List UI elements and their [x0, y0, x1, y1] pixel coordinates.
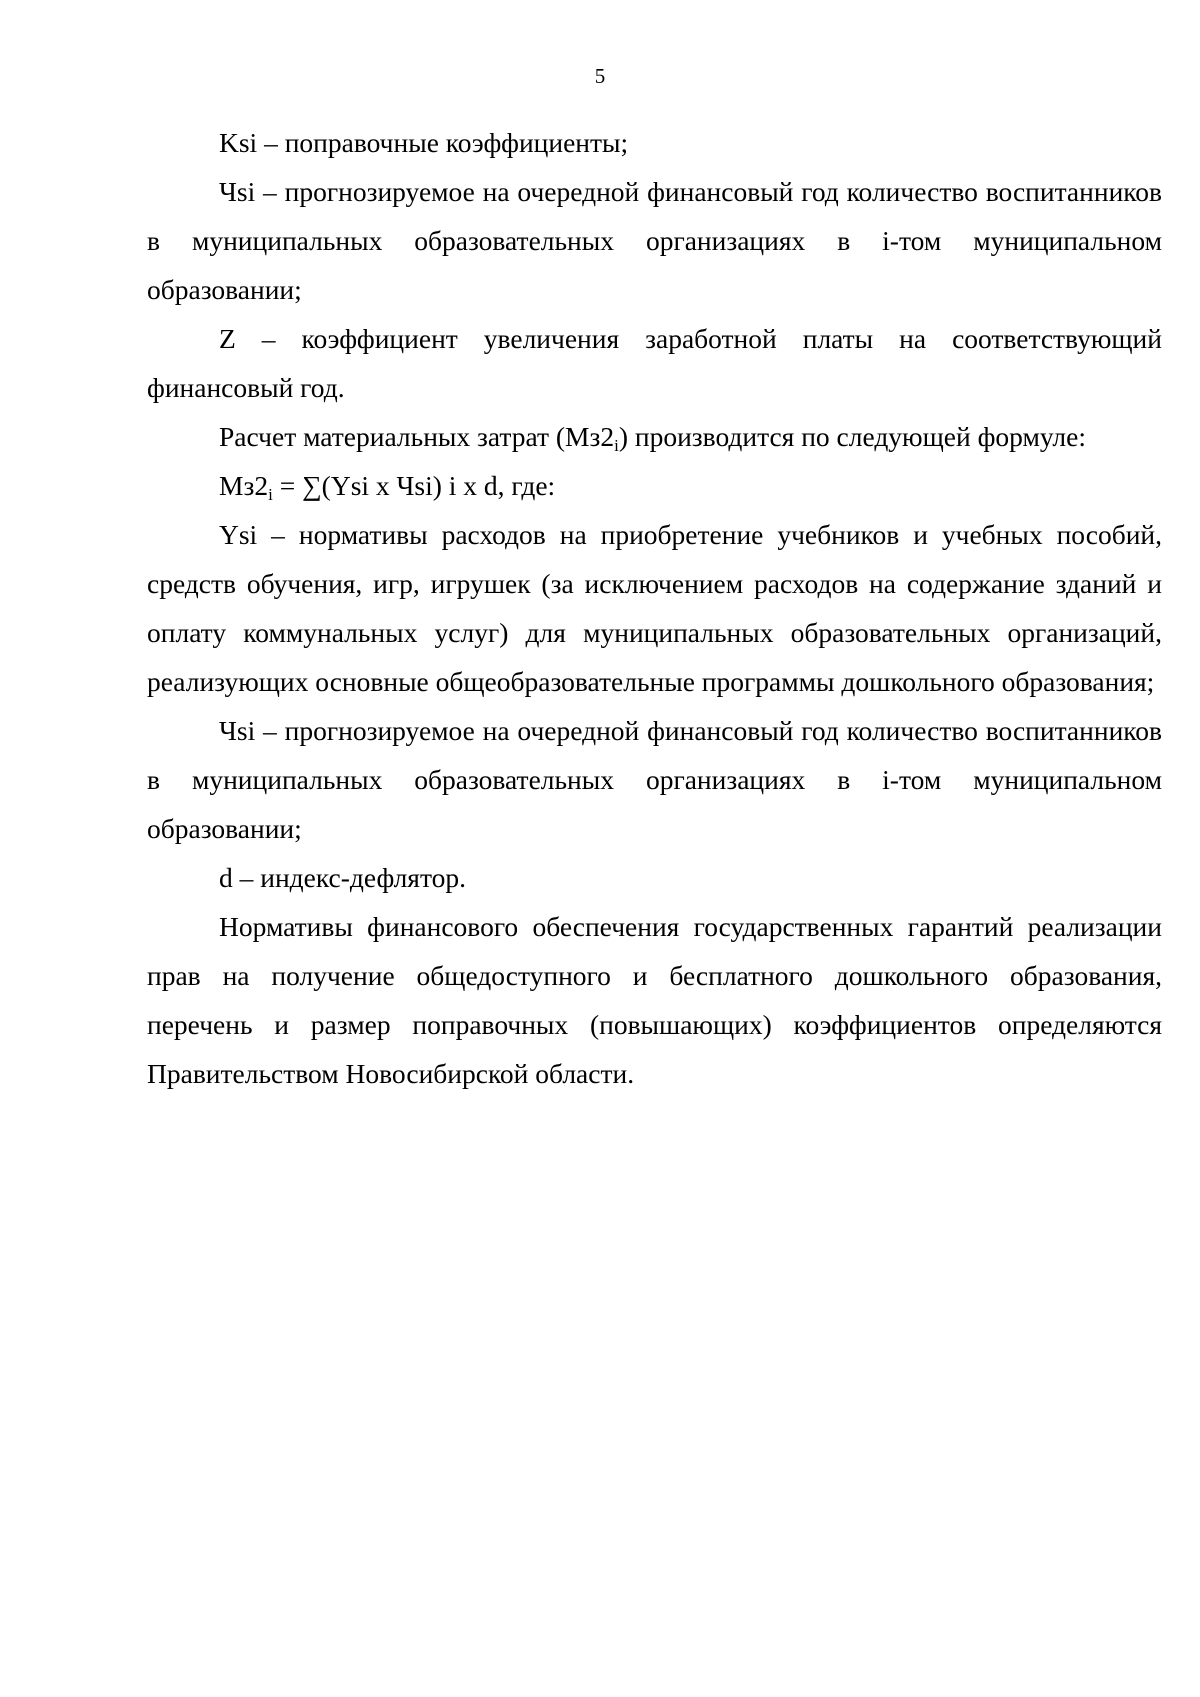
- paragraph-ysi-definition: Ysi – нормативы расходов на приобретение учебников и учебных пособий, средств обучения, игр, игрушек (за исключением расходов на содержание зданий и оплату коммунальных услуг) для муниципальных образовательных организаций, реализующих основные общеобразовательные программы дошкольного образования;: [147, 519, 1162, 697]
- document-body: [147, 118, 1162, 1098]
- page-number: 5: [594, 64, 606, 88]
- formula-text-start: Мз2: [219, 470, 269, 501]
- paragraph-z-definition: Z – коэффициент увеличения заработной платы на соответствующий финансовый год.: [147, 323, 1162, 403]
- paragraph-chsi-definition-repeat: Чsi – прогнозируемое на очередной финансовый год количество воспитанников в муниципальных образовательных организациях в i-том муниципальном образовании;: [147, 715, 1162, 844]
- paragraph-material-costs-intro: [147, 412, 1162, 461]
- paragraph-ksi-definition: Ksi – поправочные коэффициенты;: [219, 127, 629, 158]
- material-costs-subscript: i: [614, 435, 619, 455]
- formula-subscript: i: [268, 484, 273, 504]
- material-costs-intro-text-end: ) производится по следующей формуле:: [618, 421, 1086, 452]
- paragraph-normatives: Нормативы финансового обеспечения государственных гарантий реализации прав на получение общедоступного и бесплатного дошкольного образования, перечень и размер поправочных (повышающих) коэффициентов определяются Правительством Новосибирской области.: [147, 911, 1162, 1089]
- paragraph-d-definition: d – индекс-дефлятор.: [219, 862, 466, 893]
- formula-text-end: = ∑(Ysi x Чsi) i x d, где:: [272, 470, 556, 501]
- paragraph-chsi-definition: Чsi – прогнозируемое на очередной финансовый год количество воспитанников в муниципальных образовательных организациях в i-том муниципальном образовании;: [147, 176, 1162, 305]
- paragraph-formula: [147, 461, 1162, 510]
- material-costs-intro-text: Расчет материальных затрат (Мз2: [219, 421, 615, 452]
